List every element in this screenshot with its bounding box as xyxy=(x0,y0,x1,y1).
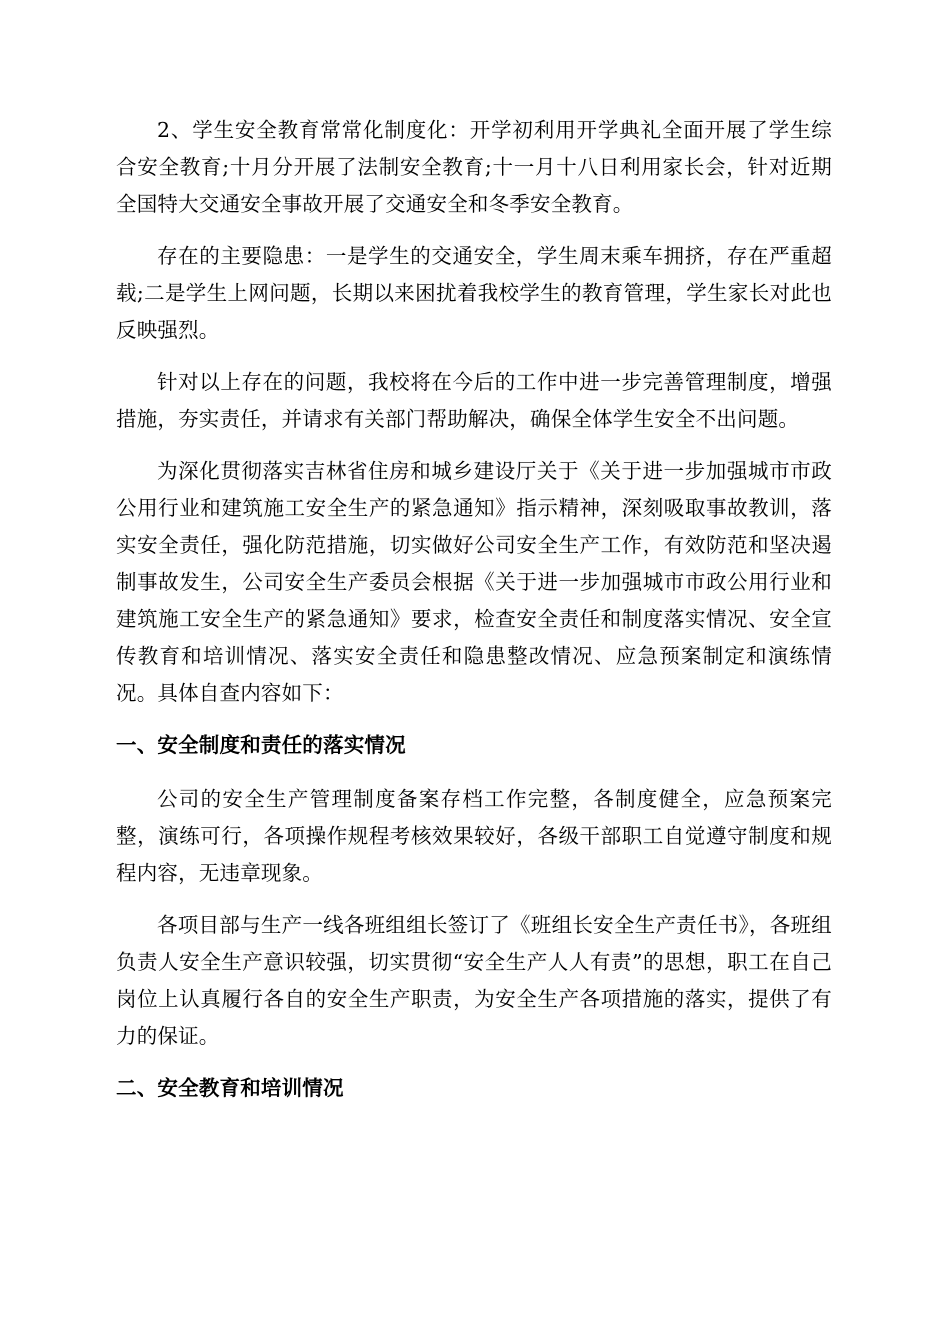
paragraph-student-safety-education: 2、学生安全教育常常化制度化：开学初利用开学典礼全面开展了学生综合安全教育;十月分开展了法制安全教育;十一月十八日利用家长会，针对近期全国特大交通安全事故开展了交通安全和冬季安全教育。 xyxy=(116,118,832,216)
paragraph-main-hazards: 存在的主要隐患：一是学生的交通安全，学生周末乘车拥挤，存在严重超载;二是学生上网问题，长期以来困扰着我校学生的教育管理，学生家长对此也反映强烈。 xyxy=(116,244,832,342)
paragraph-improvement-measures: 针对以上存在的问题，我校将在今后的工作中进一步完善管理制度，增强措施，夯实责任，并请求有关部门帮助解决，确保全体学生安全不出问题。 xyxy=(116,370,832,431)
document-body xyxy=(116,112,832,1124)
paragraph-safety-system-records: 公司的安全生产管理制度备案存档工作完整，各制度健全，应急预案完整，演练可行，各项操作规程考核效果较好，各级干部职工自觉遵守制度和规程内容，无违章现象。 xyxy=(116,787,832,885)
section-heading-safety-training: 二、安全教育和培训情况 xyxy=(116,1076,344,1100)
paragraph-self-inspection-intro: 为深化贯彻落实吉林省住房和城乡建设厅关于《关于进一步加强城市市政公用行业和建筑施工安全生产的紧急通知》指示精神，深刻吸取事故教训，落实安全责任，强化防范措施，切实做好公司安全生产工作，有效防范和坚决遏制事故发生，公司安全生产委员会根据《关于进一步加强城市市政公用行业和建筑施工安全生产的紧急通知》要求，检查安全责任和制度落实情况、安全宣传教育和培训情况、落实安全责任和隐患整改情况、应急预案制定和演练情况。具体自查内容如下： xyxy=(116,459,832,705)
paragraph-team-leader-responsibility: 各项目部与生产一线各班组组长签订了《班组长安全生产责任书》，各班组负责人安全生产意识较强，切实贯彻“安全生产人人有责”的思想，职工在自己岗位上认真履行各自的安全生产职责，为安全生产各项措施的落实，提供了有力的保证。 xyxy=(116,913,832,1048)
section-heading-safety-system: 一、安全制度和责任的落实情况 xyxy=(116,733,406,757)
